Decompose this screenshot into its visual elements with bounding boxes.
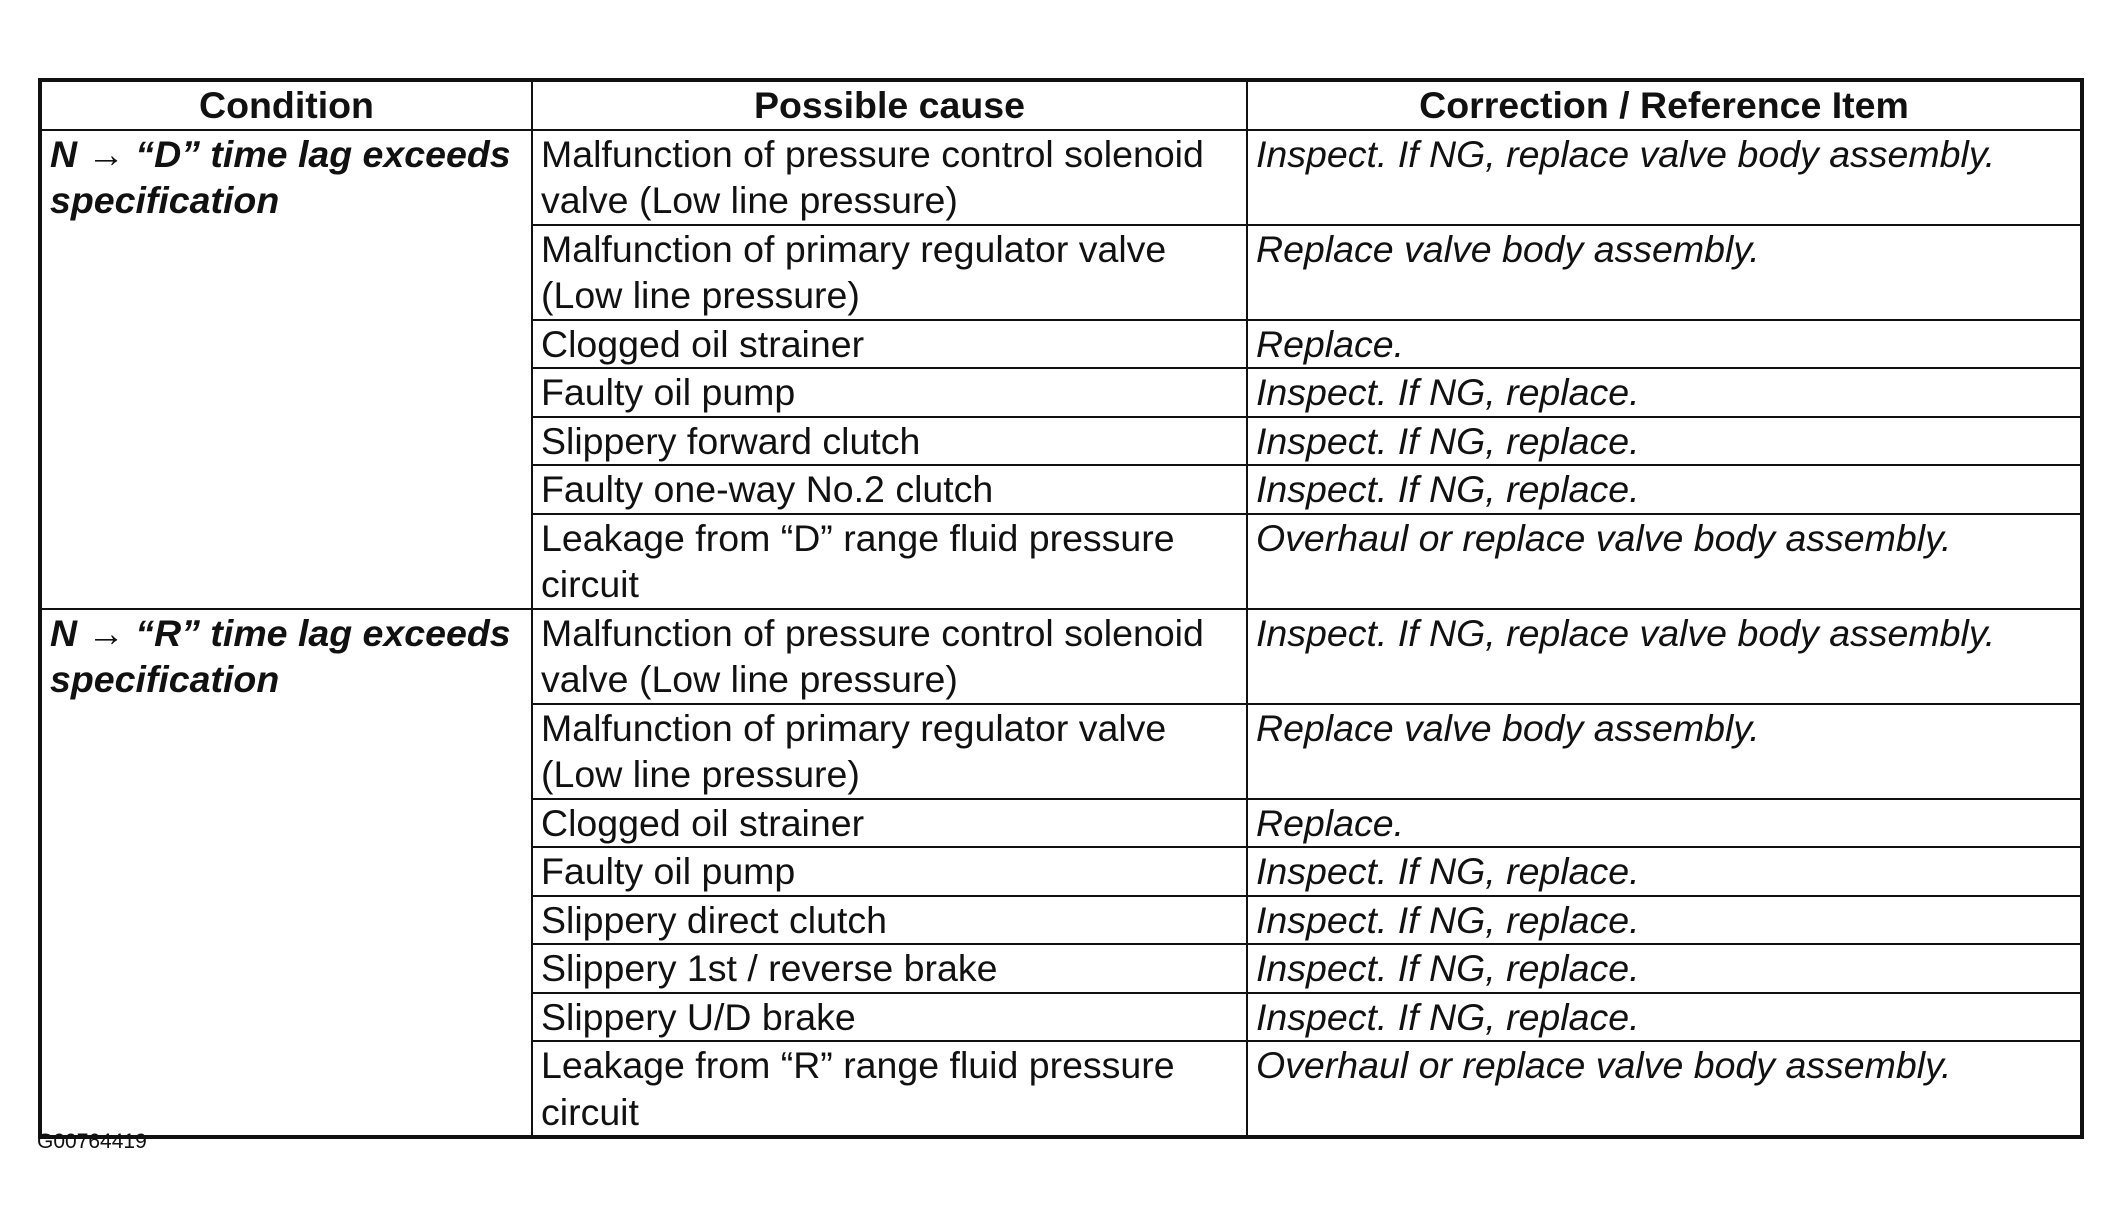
troubleshooting-table xyxy=(38,78,2084,1139)
cause-cell: Faulty oil pump xyxy=(532,847,1247,896)
correction-cell: Overhaul or replace valve body assembly. xyxy=(1247,514,2082,609)
correction-cell: Inspect. If NG, replace. xyxy=(1247,417,2082,466)
cause-cell: Clogged oil strainer xyxy=(532,799,1247,848)
correction-cell: Replace valve body assembly. xyxy=(1247,225,2082,320)
cause-cell: Malfunction of pressure control solenoid valve (Low line pressure) xyxy=(532,130,1247,225)
correction-cell: Inspect. If NG, replace. xyxy=(1247,847,2082,896)
table-header-row xyxy=(40,80,2082,130)
correction-cell: Inspect. If NG, replace valve body assembly. xyxy=(1247,130,2082,225)
cause-cell: Slippery forward clutch xyxy=(532,417,1247,466)
cause-cell: Slippery 1st / reverse brake xyxy=(532,944,1247,993)
cause-cell: Malfunction of pressure control solenoid valve (Low line pressure) xyxy=(532,609,1247,704)
correction-cell: Inspect. If NG, replace. xyxy=(1247,896,2082,945)
correction-cell: Replace valve body assembly. xyxy=(1247,704,2082,799)
correction-cell: Inspect. If NG, replace. xyxy=(1247,993,2082,1042)
correction-cell: Inspect. If NG, replace. xyxy=(1247,368,2082,417)
correction-cell: Replace. xyxy=(1247,799,2082,848)
cause-cell: Leakage from “R” range fluid pressure circuit xyxy=(532,1041,1247,1137)
cause-cell: Slippery U/D brake xyxy=(532,993,1247,1042)
cause-cell: Clogged oil strainer xyxy=(532,320,1247,369)
condition-cell: N → “D” time lag exceeds specification xyxy=(40,130,532,609)
correction-cell: Inspect. If NG, replace valve body assembly. xyxy=(1247,609,2082,704)
table-row xyxy=(40,130,2082,225)
correction-cell: Overhaul or replace valve body assembly. xyxy=(1247,1041,2082,1137)
cause-cell: Slippery direct clutch xyxy=(532,896,1247,945)
figure-id-label: G00764419 xyxy=(37,1130,147,1153)
correction-cell: Inspect. If NG, replace. xyxy=(1247,944,2082,993)
cause-cell: Faulty one-way No.2 clutch xyxy=(532,465,1247,514)
table-row xyxy=(40,609,2082,704)
cause-cell: Malfunction of primary regulator valve (Low line pressure) xyxy=(532,225,1247,320)
condition-cell: N → “R” time lag exceeds specification xyxy=(40,609,532,1138)
cause-cell: Malfunction of primary regulator valve (Low line pressure) xyxy=(532,704,1247,799)
cause-cell: Leakage from “D” range fluid pressure circuit xyxy=(532,514,1247,609)
header-possible-cause: Possible cause xyxy=(532,80,1247,130)
correction-cell: Replace. xyxy=(1247,320,2082,369)
header-correction: Correction / Reference Item xyxy=(1247,80,2082,130)
cause-cell: Faulty oil pump xyxy=(532,368,1247,417)
header-condition: Condition xyxy=(40,80,532,130)
correction-cell: Inspect. If NG, replace. xyxy=(1247,465,2082,514)
